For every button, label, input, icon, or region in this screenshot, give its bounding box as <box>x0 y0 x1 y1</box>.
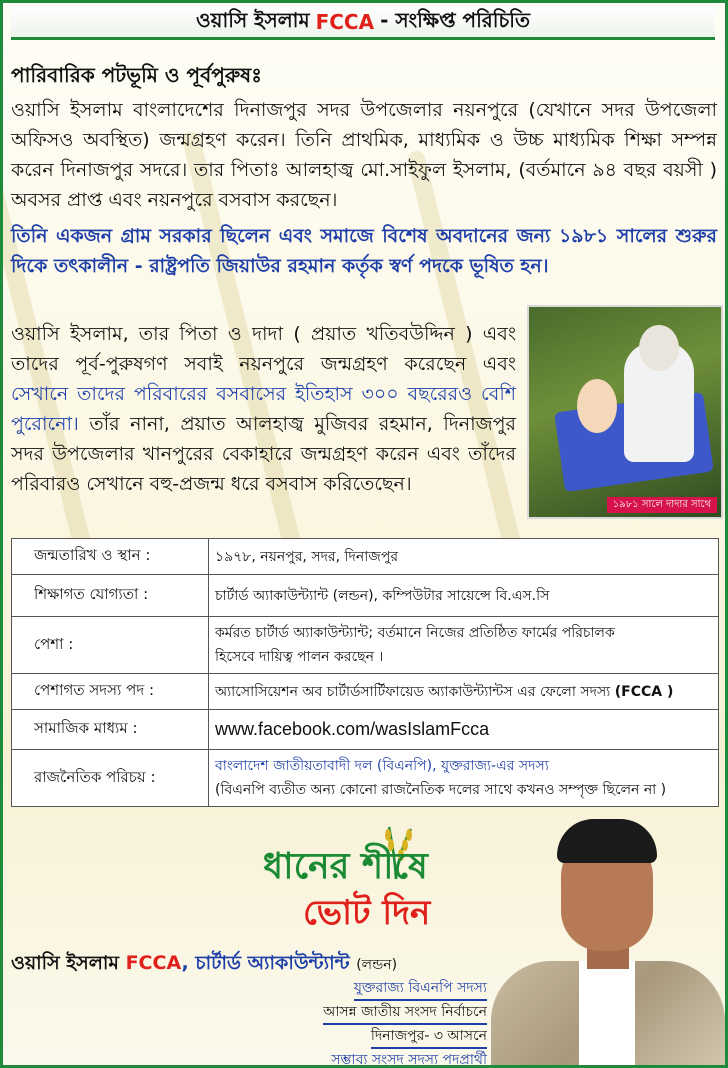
row-value: চার্টার্ড অ্যাকাউন্ট্যান্ট (লন্ডন), কম্পিউটার সায়েন্সে বি.এস.সি <box>209 575 719 617</box>
detail-line-text: দিনাজপুর- ৩ আসনে <box>371 1025 487 1049</box>
portrait-hair <box>557 819 657 863</box>
section-heading: পারিবারিক পটভূমি ও পূর্বপুরুষঃ <box>11 63 262 87</box>
row-value-line: হিসেবে দায়িত্ব পালন করছেন । <box>215 649 384 665</box>
row-value-line: (বিএনপি ব্যতীত অন্য কোনো রাজনৈতিক দলের সাথে কখনও সম্পৃক্ত ছিলেন না ) <box>215 782 667 798</box>
detail-line-text: যুক্তরাজ্য বিএনপি সদস্য <box>354 977 487 1001</box>
row-label: জন্মতারিখ ও স্থান : <box>12 539 209 575</box>
title-accent: FCCA <box>315 10 375 34</box>
membership-text: অ্যাসোসিয়েশন অব চার্টার্ডসার্টিফায়েড অ্যাকাউন্ট্যান্টস এর ফেলো সদস্য <box>215 683 611 700</box>
row-label: শিক্ষাগত যোগ্যতা : <box>12 575 209 617</box>
row-label: পেশা : <box>12 617 209 674</box>
candidate-title: , চার্টার্ড অ্যাকাউন্ট্যান্ট <box>181 952 350 974</box>
facebook-link[interactable]: www.facebook.com/wasIslamFcca <box>209 710 719 750</box>
title-name: ওয়াসি ইসলাম <box>195 7 310 32</box>
ancestry-text-highlight: সেখানে তাদের পরিবারের বসবাসের ইতিহাস ৩০০ বছরেরও বেশি পুরোনো। <box>11 383 516 435</box>
table-row <box>12 710 719 750</box>
detail-line <box>323 1025 487 1049</box>
logo-line-1: ধানের শীষে <box>263 846 428 887</box>
paragraph-award: তিনি একজন গ্রাম সরকার ছিলেন এবং সমাজে বিশেষ অবদানের জন্য ১৯৮১ সালের শুরুর দিকে তৎকালীন - রাষ্ট্রপতি জিয়াউর রহমান কর্তৃক স্বর্ণ পদকে ভূষিত হন। <box>11 225 717 277</box>
row-value-line: কর্মরত চার্টার্ড অ্যাকাউন্ট্যান্ট; বর্তমানে নিজের প্রতিষ্ঠিত ফার্মের পরিচালক <box>215 625 615 641</box>
row-label: পেশাগত সদস্য পদ : <box>12 674 209 710</box>
table-row <box>12 539 719 575</box>
detail-line <box>323 977 487 1001</box>
ancestry-text-a: ওয়াসি ইসলাম, তার পিতা ও দাদা ( প্রয়াত খতিবউদ্দিন ) এবং তাদের পূর্ব-পুরুষগণ সবাই নয়নপুরে জন্মগ্রহণ করেছেন এবং <box>11 323 516 375</box>
row-value <box>209 617 719 674</box>
detail-line-text: আসন্ন জাতীয় সংসদ নির্বাচনে <box>323 1001 487 1025</box>
profile-table <box>11 538 719 807</box>
membership-fcca: (FCCA ) <box>614 683 674 700</box>
candidate-title-small: (লন্ডন) <box>356 957 398 973</box>
detail-line <box>323 1049 487 1068</box>
row-value-line: বাংলাদেশ জাতীয়তাবাদী দল (বিএনপি), যুক্তরাজ্য-এর সদস্য <box>215 758 549 774</box>
paragraph-birth: ওয়াসি ইসলাম বাংলাদেশের দিনাজপুর সদর উপজেলার নয়নপুরে (যেখানে সদর উপজেলা অফিসও অবস্থিত) জন্মগ্রহণ করেন। তিনি প্রাথমিক, মাধ্যমিক ও উচ্চ মাধ্যমিক শিক্ষা সম্পন্ন করেন দিনাজপুর সদরে। তার পিতাঃ আলহাজ্ব মো.সাইফুল ইসলাম, (বর্তমানে ৯৪ বছর বয়সী ) অবসর প্রাপ্ত এবং নয়নপুরে বসবাস করছেন। <box>11 99 717 211</box>
candidate-accent: FCCA <box>125 952 182 974</box>
family-photo <box>527 305 723 519</box>
table-row <box>12 617 719 674</box>
logo-line-2: ভোট দিন <box>303 893 431 933</box>
photo-grandfather-head <box>639 325 679 371</box>
table-row <box>12 575 719 617</box>
row-value <box>209 674 719 710</box>
table-row <box>12 674 719 710</box>
photo-child <box>577 379 617 433</box>
ancestry-text-b: তাঁর নানা, প্রয়াত আলহাজ্ব মুজিবর রহমান, দিনাজপুর সদর উপজেলার খানপুরের বেকাহারে জন্মগ্রহণ করেন এবং তাঁদের পরিবারও সেখানে বহু-প্রজন্ম ধরে বসবাস করিতেছেন। <box>11 413 516 495</box>
candidate-name-text: ওয়াসি ইসলাম <box>11 952 119 974</box>
candidate-details <box>323 977 487 1068</box>
portrait-shirt <box>579 961 635 1065</box>
row-label: সামাজিক মাধ্যম : <box>12 710 209 750</box>
campaign-logo <box>255 821 435 941</box>
paragraph-ancestry <box>11 319 516 499</box>
table-row <box>12 750 719 807</box>
row-value: ১৯৭৮, নয়নপুর, সদর, দিনাজপুর <box>209 539 719 575</box>
candidate-portrait <box>491 811 725 1065</box>
detail-line-text: সম্ভাব্য সংসদ সদস্য পদপ্রার্থী <box>331 1049 487 1068</box>
detail-line <box>323 1001 487 1025</box>
page-title <box>11 7 715 40</box>
row-label: রাজনৈতিক পরিচয় : <box>12 750 209 807</box>
photo-caption: ১৯৮১ সালে দাদার সাথে <box>607 497 717 513</box>
title-suffix: - সংক্ষিপ্ত পরিচিতি <box>380 7 531 32</box>
row-value <box>209 750 719 807</box>
